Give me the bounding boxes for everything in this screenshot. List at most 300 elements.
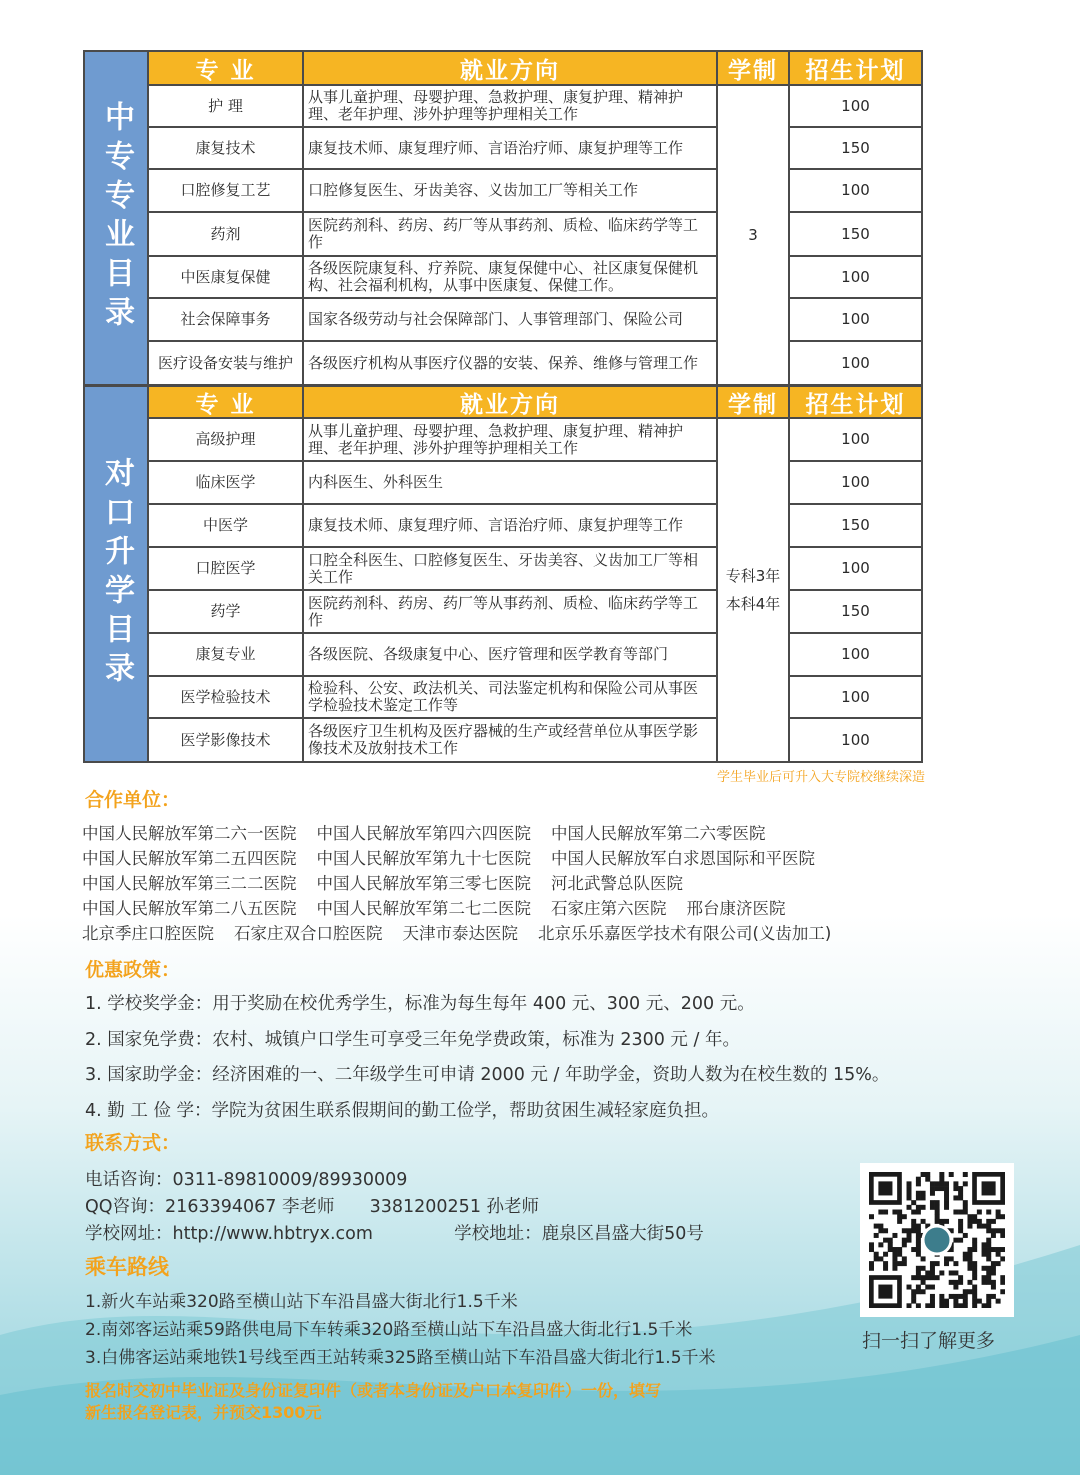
qr-module [907, 1181, 912, 1186]
qr-module [916, 1247, 921, 1252]
qr-module [958, 1186, 963, 1191]
qr-module [953, 1280, 958, 1285]
policy-item: 1. 学校奖学金：用于奖励在校优秀学生，标准为每生每年 400 元、300 元、200 元。 [85, 994, 755, 1014]
qr-module [972, 1242, 977, 1247]
upgrade-catalog-side [85, 387, 149, 761]
qr-module [883, 1252, 888, 1257]
qr-module [930, 1299, 935, 1304]
qr-module [869, 1214, 874, 1219]
table-cell-plan: 100 [790, 419, 921, 462]
table-cell-direction: 各级医院康复科、疗养院、康复保健中心、社区康复保健机构、社会福利机构，从事中医康复、保健工作。 [304, 257, 718, 299]
qr-module [963, 1303, 968, 1308]
table-cell-duration: 专科3年 本科4年 [718, 419, 790, 761]
secondary-catalog-side [85, 52, 149, 384]
upgrade-catalog-grid [149, 387, 921, 761]
qr-module [986, 1210, 991, 1215]
route-item: 3.白佛客运站乘地铁1号线至西王站转乘325路至横山站下车沿昌盛大街北行1.5千米 [85, 1348, 716, 1368]
qr-module [949, 1280, 954, 1285]
qr-module [982, 1224, 987, 1229]
qr-module [883, 1238, 888, 1243]
partner-name: 中国人民解放军第二六零医院 [551, 824, 766, 843]
qr-module [930, 1186, 935, 1191]
qr-module [963, 1205, 968, 1210]
qr-module [907, 1186, 912, 1191]
qr-module [935, 1205, 940, 1210]
qr-module [916, 1242, 921, 1247]
qr-module [892, 1266, 897, 1271]
qr-module [982, 1275, 987, 1280]
contact-phone: 电话咨询：0311-89810009/89930009 [85, 1170, 408, 1190]
qr-module [930, 1261, 935, 1266]
contact-address: 学校地址：鹿泉区昌盛大街50号 [454, 1224, 704, 1244]
partner-name: 中国人民解放军第二八五医院 [82, 899, 297, 918]
table-cell-plan: 150 [790, 591, 921, 634]
routes-title: 乘车路线 [85, 1255, 169, 1279]
qr-module [958, 1294, 963, 1299]
table-cell-direction: 从事儿童护理、母婴护理、急救护理、康复护理、精神护理、老年护理、涉外护理等护理相关工作 [304, 419, 718, 462]
qr-module [1000, 1280, 1005, 1285]
qr-module [935, 1214, 940, 1219]
qr-module [874, 1252, 879, 1257]
qr-module [996, 1247, 1001, 1252]
secondary-catalog-table [83, 50, 923, 386]
qr-logo [923, 1226, 951, 1254]
qr-module [930, 1266, 935, 1271]
qr-module [902, 1261, 907, 1266]
partner-line [82, 920, 851, 944]
qr-module [907, 1238, 912, 1243]
partner-name: 中国人民解放军第二六一医院 [82, 824, 297, 843]
qr-module [991, 1219, 996, 1224]
qr-module [902, 1228, 907, 1233]
contact-qq [85, 1193, 539, 1218]
qr-module [982, 1280, 987, 1285]
qr-module [949, 1172, 954, 1177]
qr-module [986, 1219, 991, 1224]
partner-name: 中国人民解放军第二五四医院 [82, 849, 297, 868]
qr-module [935, 1275, 940, 1280]
qr-module [939, 1172, 944, 1177]
qr-module [874, 1224, 879, 1229]
qr-module [953, 1294, 958, 1299]
qr-module [958, 1224, 963, 1229]
qr-module [1000, 1228, 1005, 1233]
table-cell-plan: 100 [790, 86, 921, 128]
table-cell-direction: 各级医院、各级康复中心、医疗管理和医学教育等部门 [304, 634, 718, 677]
qr-module [996, 1228, 1001, 1233]
qr-module [939, 1186, 944, 1191]
qr-module [953, 1261, 958, 1266]
qr-module [986, 1266, 991, 1271]
qr-module [916, 1195, 921, 1200]
qr-module [953, 1303, 958, 1308]
qr-module [921, 1280, 926, 1285]
qr-module [916, 1266, 921, 1271]
table-cell-plan: 100 [790, 462, 921, 505]
policy-title: 优惠政策： [85, 959, 181, 981]
signup-line-1: 报名时交初中毕业证及身份证复印件（或者本身份证及户口本复印件）一份，填写 [85, 1381, 662, 1400]
qr-module [939, 1270, 944, 1275]
qr-module [916, 1252, 921, 1257]
qr-module [921, 1205, 926, 1210]
header-major: 专 业 [149, 52, 304, 86]
qr-module [944, 1205, 949, 1210]
table-cell-plan: 150 [790, 505, 921, 548]
table-cell-direction: 康复技术师、康复理疗师、言语治疗师、康复护理等工作 [304, 128, 718, 170]
qr-module [967, 1266, 972, 1271]
qr-module [907, 1205, 912, 1210]
qr-module [902, 1214, 907, 1219]
qr-module [972, 1289, 977, 1294]
qr-module [963, 1233, 968, 1238]
qr-module [930, 1200, 935, 1205]
header-direction: 就业方向 [304, 52, 718, 86]
qr-module [949, 1256, 954, 1261]
table-cell-major: 口腔修复工艺 [149, 170, 304, 213]
qr-module [958, 1228, 963, 1233]
table-cell-major: 药学 [149, 591, 304, 634]
header-duration: 学制 [718, 387, 790, 419]
qr-module [944, 1195, 949, 1200]
qr-module [944, 1256, 949, 1261]
table-cell-plan: 100 [790, 677, 921, 719]
qr-module [892, 1233, 897, 1238]
qr-code-image [869, 1172, 1005, 1308]
qr-caption: 扫一扫了解更多 [862, 1330, 996, 1352]
qr-module [963, 1172, 968, 1177]
qr-module [953, 1285, 958, 1290]
qr-module [944, 1299, 949, 1304]
qr-module [878, 1228, 883, 1233]
qr-module [869, 1266, 874, 1271]
upgrade-catalog-table [83, 385, 923, 763]
qr-module [921, 1191, 926, 1196]
qr-module [935, 1210, 940, 1215]
partner-line [82, 845, 835, 869]
policy-item: 3. 国家助学金：经济困难的一、二年级学生可申请 2000 元 / 年助学金，资助人数为在校生数的 15%。 [85, 1065, 890, 1085]
partner-name: 石家庄双合口腔医院 [234, 924, 383, 943]
qr-module [878, 1224, 883, 1229]
qr-module [986, 1270, 991, 1275]
partner-name: 石家庄第六医院 [551, 899, 667, 918]
qr-module [888, 1247, 893, 1252]
qr-code[interactable] [860, 1163, 1014, 1317]
qr-module [907, 1285, 912, 1290]
qr-module [930, 1270, 935, 1275]
header-duration: 学制 [718, 52, 790, 86]
table-cell-direction: 口腔修复医生、牙齿美容、义齿加工厂等相关工作 [304, 170, 718, 213]
qr-module [991, 1261, 996, 1266]
qr-module [944, 1303, 949, 1308]
qr-module [911, 1228, 916, 1233]
qr-module [944, 1200, 949, 1205]
qr-module [958, 1219, 963, 1224]
table-cell-direction: 医院药剂科、药房、药厂等从事药剂、质检、临床药学等工作 [304, 213, 718, 257]
qr-module [944, 1186, 949, 1191]
qr-module [892, 1247, 897, 1252]
qr-module [897, 1214, 902, 1219]
qr-module [944, 1261, 949, 1266]
table-cell-major: 康复专业 [149, 634, 304, 677]
qr-module [883, 1261, 888, 1266]
qr-module [869, 1261, 874, 1266]
qr-module [911, 1275, 916, 1280]
qr-module [986, 1224, 991, 1229]
qr-module [972, 1303, 977, 1308]
table-cell-plan: 150 [790, 128, 921, 170]
qr-module [939, 1299, 944, 1304]
header-plan: 招生计划 [790, 52, 921, 86]
table-cell-direction: 国家各级劳动与社会保障部门、人事管理部门、保险公司 [304, 299, 718, 342]
table-cell-direction: 内科医生、外科医生 [304, 462, 718, 505]
table-cell-plan: 150 [790, 213, 921, 257]
qr-module [916, 1205, 921, 1210]
table-cell-major: 医学影像技术 [149, 719, 304, 761]
qr-module [986, 1275, 991, 1280]
qr-module [916, 1289, 921, 1294]
qr-module [972, 1266, 977, 1271]
qr-module [963, 1294, 968, 1299]
qr-module [892, 1210, 897, 1215]
qr-module [939, 1303, 944, 1308]
partner-name: 邢台康济医院 [686, 899, 786, 918]
qr-module [991, 1285, 996, 1290]
qr-module [921, 1289, 926, 1294]
qr-module [916, 1191, 921, 1196]
qr-module [982, 1252, 987, 1257]
qr-module [982, 1242, 987, 1247]
table-cell-major: 口腔医学 [149, 548, 304, 591]
qr-module [986, 1228, 991, 1233]
qr-module [986, 1242, 991, 1247]
qr-module [921, 1256, 926, 1261]
table-cell-major: 社会保障事务 [149, 299, 304, 342]
qr-module [916, 1285, 921, 1290]
qr-module [967, 1289, 972, 1294]
qr-module [911, 1224, 916, 1229]
partner-name: 中国人民解放军第三零七医院 [316, 874, 531, 893]
qr-module [925, 1172, 930, 1177]
qr-module [1000, 1275, 1005, 1280]
partner-name: 中国人民解放军第三二二医院 [82, 874, 297, 893]
table-cell-direction: 检验科、公安、政法机关、司法鉴定机构和保险公司从事医学检验技术鉴定工作等 [304, 677, 718, 719]
contact-website-line [85, 1220, 704, 1245]
qr-module [916, 1303, 921, 1308]
qr-module [972, 1270, 977, 1275]
partner-name: 中国人民解放军第四六四医院 [316, 824, 531, 843]
qr-module [902, 1242, 907, 1247]
qr-module [916, 1224, 921, 1229]
qr-module [972, 1238, 977, 1243]
qr-module [953, 1270, 958, 1275]
qr-module [958, 1210, 963, 1215]
qr-module [986, 1256, 991, 1261]
contact-website[interactable]: 学校网址：http://www.hbtryx.com [85, 1224, 373, 1244]
qr-module [996, 1214, 1001, 1219]
qr-module [911, 1294, 916, 1299]
qr-module [916, 1275, 921, 1280]
upgrade-note: 学生毕业后可升入大专院校继续深造 [716, 770, 925, 785]
partner-name: 北京季庄口腔医院 [82, 924, 214, 943]
qr-module [986, 1247, 991, 1252]
qr-module [925, 1275, 930, 1280]
qr-module [897, 1219, 902, 1224]
table-cell-direction: 医院药剂科、药房、药厂等从事药剂、质检、临床药学等工作 [304, 591, 718, 634]
qr-module [911, 1289, 916, 1294]
qr-module [907, 1191, 912, 1196]
qr-module [921, 1266, 926, 1271]
qr-module [878, 1285, 892, 1299]
qr-module [991, 1280, 996, 1285]
qr-module [874, 1233, 879, 1238]
qr-module [930, 1275, 935, 1280]
table-cell-major: 医疗设备安装与维护 [149, 342, 304, 384]
qr-module [939, 1294, 944, 1299]
qr-module [972, 1261, 977, 1266]
qr-module [977, 1224, 982, 1229]
qr-module [982, 1247, 987, 1252]
qr-module [902, 1238, 907, 1243]
route-item: 2.南郊客运站乘59路供电局下车转乘320路至横山站下车沿昌盛大街北行1.5千米 [85, 1320, 693, 1340]
qr-module [991, 1247, 996, 1252]
qr-module [935, 1181, 940, 1186]
signup-line-2: 新生报名登记表，并预交1300元 [85, 1403, 322, 1422]
table-cell-plan: 100 [790, 548, 921, 591]
qr-module [911, 1200, 916, 1205]
qr-module [930, 1294, 935, 1299]
qr-module [986, 1294, 991, 1299]
qr-module [911, 1247, 916, 1252]
qr-module [953, 1299, 958, 1304]
qr-module [958, 1191, 963, 1196]
partner-name: 中国人民解放军白求恩国际和平医院 [551, 849, 815, 868]
qr-module [986, 1280, 991, 1285]
qr-module [925, 1285, 930, 1290]
qr-module [892, 1261, 897, 1266]
qr-module [878, 1210, 883, 1215]
table-cell-major: 中医康复保健 [149, 257, 304, 299]
qr-module [996, 1210, 1001, 1215]
upgrade-catalog-title: 对口升学目录 [99, 457, 134, 691]
qr-module [935, 1219, 940, 1224]
qr-module [991, 1266, 996, 1271]
qr-module [897, 1247, 902, 1252]
qr-module [935, 1200, 940, 1205]
qr-module [963, 1210, 968, 1215]
qr-module [883, 1228, 888, 1233]
partner-name: 中国人民解放军第二七二医院 [316, 899, 531, 918]
table-cell-direction: 康复技术师、康复理疗师、言语治疗师、康复护理等工作 [304, 505, 718, 548]
table-cell-major: 康复技术 [149, 128, 304, 170]
qr-module [869, 1247, 874, 1252]
qr-module [967, 1219, 972, 1224]
qr-module [953, 1238, 958, 1243]
qr-module [897, 1210, 902, 1215]
qr-module [907, 1303, 912, 1308]
qr-module [1000, 1214, 1005, 1219]
qr-module [996, 1252, 1001, 1257]
table-cell-plan: 100 [790, 342, 921, 384]
qr-module [930, 1205, 935, 1210]
qr-module [1000, 1247, 1005, 1252]
policy-item: 2. 国家免学费：农村、城镇户口学生可享受三年免学费政策，标准为 2300 元 / 年。 [85, 1030, 740, 1050]
route-item: 1.新火车站乘320路至横山站下车沿昌盛大街北行1.5千米 [85, 1292, 518, 1312]
qr-module [925, 1303, 930, 1308]
qr-module [883, 1266, 888, 1271]
qr-module [925, 1270, 930, 1275]
qr-module [953, 1186, 958, 1191]
qr-module [982, 1266, 987, 1271]
qr-module [888, 1242, 893, 1247]
qr-module [930, 1191, 935, 1196]
qr-module [977, 1219, 982, 1224]
qr-module [949, 1270, 954, 1275]
qr-module [930, 1303, 935, 1308]
partner-name: 河北武警总队医院 [551, 874, 683, 893]
partner-name: 北京乐乐嘉医学技术有限公司(义齿加工) [538, 924, 832, 943]
qr-module [982, 1181, 996, 1195]
table-cell-plan: 100 [790, 634, 921, 677]
qr-module [930, 1285, 935, 1290]
qr-module [958, 1238, 963, 1243]
qr-module [967, 1214, 972, 1219]
header-major: 专 业 [149, 387, 304, 419]
qr-module [972, 1299, 977, 1304]
secondary-catalog-grid [149, 52, 921, 384]
qr-module [991, 1228, 996, 1233]
qr-module [916, 1270, 921, 1275]
signup-note [85, 1380, 785, 1424]
qr-module [907, 1228, 912, 1233]
partner-line [82, 870, 703, 894]
table-cell-direction: 口腔全科医生、口腔修复医生、牙齿美容、义齿加工厂等相关工作 [304, 548, 718, 591]
qr-module [902, 1256, 907, 1261]
qr-module [916, 1210, 921, 1215]
table-cell-major: 医学检验技术 [149, 677, 304, 719]
qr-module [958, 1280, 963, 1285]
table-cell-major: 药剂 [149, 213, 304, 257]
qr-module [991, 1233, 996, 1238]
table-cell-plan: 100 [790, 170, 921, 213]
partner-name: 天津市泰达医院 [402, 924, 518, 943]
qr-module [953, 1181, 958, 1186]
qr-module [967, 1252, 972, 1257]
qr-module [1000, 1289, 1005, 1294]
qr-module [1000, 1233, 1005, 1238]
table-cell-direction: 各级医疗机构从事医疗仪器的安装、保养、维修与管理工作 [304, 342, 718, 384]
secondary-catalog-title: 中专专业目录 [99, 101, 134, 335]
qr-module [1000, 1256, 1005, 1261]
qr-module [939, 1219, 944, 1224]
qr-module [907, 1195, 912, 1200]
qr-module [986, 1238, 991, 1243]
qr-module [892, 1252, 897, 1257]
header-direction: 就业方向 [304, 387, 718, 419]
qr-module [967, 1224, 972, 1229]
qr-module [963, 1299, 968, 1304]
qr-module [963, 1200, 968, 1205]
qr-module [878, 1181, 892, 1195]
qr-module [972, 1219, 977, 1224]
qr-module [888, 1238, 893, 1243]
qr-module [921, 1275, 926, 1280]
qr-module [897, 1252, 902, 1257]
qr-module [925, 1177, 930, 1182]
qr-module [972, 1275, 977, 1280]
table-cell-major: 中医学 [149, 505, 304, 548]
partners-title: 合作单位： [85, 789, 181, 811]
qr-module [963, 1289, 968, 1294]
